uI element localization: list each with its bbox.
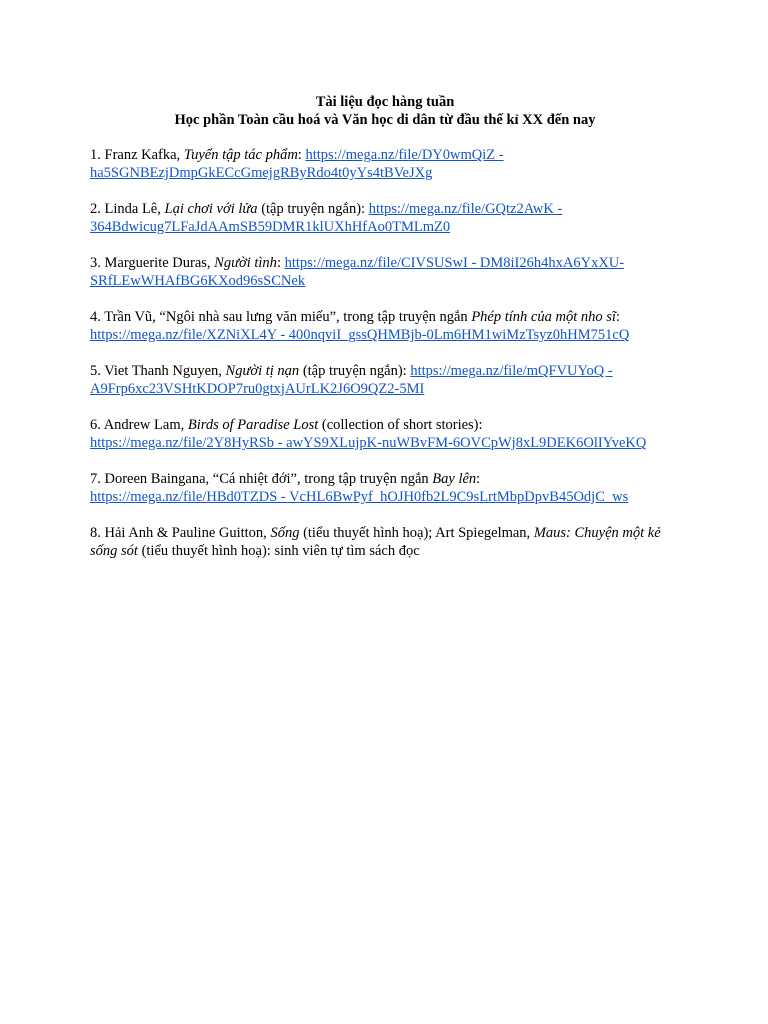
item-text: 8. Hải Anh & Pauline Guitton, — [90, 525, 271, 541]
link-part-2: 364Bdwicug7LFaJdAAmSB59DMR1klUXhHfAo0TMLmZ0 — [90, 219, 451, 235]
item-work-title: Lại chơi với lửa — [164, 201, 258, 217]
item-work-title: Bay lên — [432, 471, 477, 487]
item-text: : — [476, 471, 481, 487]
item-text: : — [297, 147, 306, 163]
page-subtitle: Học phần Toàn cầu hoá và Văn học di dân từ đầu thế kỉ XX đến nay — [174, 112, 596, 128]
item-text: 3. Marguerite Duras, — [90, 255, 215, 271]
reading-item-8 — [90, 524, 680, 560]
reading-item-7 — [90, 470, 680, 506]
reading-item-2 — [90, 200, 680, 236]
link-part-1: https://mega.nz/file/CIVSUSwI - DM8iI26h4hxA6YxXU- — [284, 255, 625, 271]
item-text: (tập truyện ngắn): — [299, 363, 411, 379]
item-text: 5. Viet Thanh Nguyen, — [90, 363, 226, 379]
item-work-title: Phép tính của một nho sĩ — [471, 309, 616, 325]
item-text: : — [615, 309, 620, 325]
reading-item-3 — [90, 254, 680, 290]
item-work-title: Người tị nạn — [225, 363, 300, 379]
item-work-title: Người tình — [214, 255, 277, 271]
item-link[interactable]: https://mega.nz/file/XZNiXL4Y - 400nqviI_gssQHMBjb-0Lm6HM1wiMzTsyz0hHM751cQ — [90, 327, 630, 343]
item-text: : — [276, 255, 285, 271]
reading-item-1 — [90, 146, 680, 182]
document-page — [90, 93, 680, 578]
reading-item-6 — [90, 416, 680, 452]
item-text: (tập truyện ngắn): — [257, 201, 369, 217]
item-text: 6. Andrew Lam, — [90, 417, 188, 433]
item-text: (tiểu thuyết hình hoạ): sinh viên tự tìm sách đọc — [137, 543, 420, 559]
item-text: (tiểu thuyết hình hoạ); Art Spiegelman, — [299, 525, 534, 541]
page-title: Tài liệu đọc hàng tuần — [315, 94, 455, 110]
item-text: 4. Trần Vũ, “Ngôi nhà sau lưng văn miếu”, trong tập truyện ngắn — [90, 309, 472, 325]
item-text: 2. Linda Lê, — [90, 201, 165, 217]
link-part-2: A9Frp6xc23VSHtKDOP7ru0gtxjAUrLK2J6O9QZ2-5MI — [90, 381, 425, 397]
item-link[interactable]: https://mega.nz/file/2Y8HyRSb - awYS9XLujpK-nuWBvFM-6OVCpWj8xL9DEK6OlIYveKQ — [90, 435, 647, 451]
link-part-2: ha5SGNBEzjDmpGkECcGmejgRByRdo4t0yYs4tBVeJXg — [90, 165, 433, 181]
link-part-1: https://mega.nz/file/mQFVUYoQ - — [410, 363, 613, 379]
reading-item-5 — [90, 362, 680, 398]
item-link[interactable]: https://mega.nz/file/HBd0TZDS - VcHL6BwPyf_hOJH0fb2L9C9sLrtMbpDpvB45OdjC_ws — [90, 489, 629, 505]
item-work-title: Sống — [270, 525, 300, 541]
item-work-title: Tuyển tập tác phẩm — [183, 147, 298, 163]
link-part-1: https://mega.nz/file/GQtz2AwK - — [368, 201, 563, 217]
link-part-1: https://mega.nz/file/DY0wmQiZ - — [305, 147, 504, 163]
link-part-2: SRfLEwWHAfBG6KXod96sSCNek — [90, 273, 306, 289]
item-text: (collection of short stories): — [318, 417, 483, 433]
item-work-title-2: Maus: Chuyện một kẻ sống sót — [90, 525, 661, 559]
reading-item-4 — [90, 308, 680, 344]
item-work-title: Birds of Paradise Lost — [187, 417, 319, 433]
item-text: 1. Franz Kafka, — [90, 147, 184, 163]
item-text: 7. Doreen Baingana, “Cá nhiệt đới”, trong tập truyện ngắn — [90, 471, 433, 487]
